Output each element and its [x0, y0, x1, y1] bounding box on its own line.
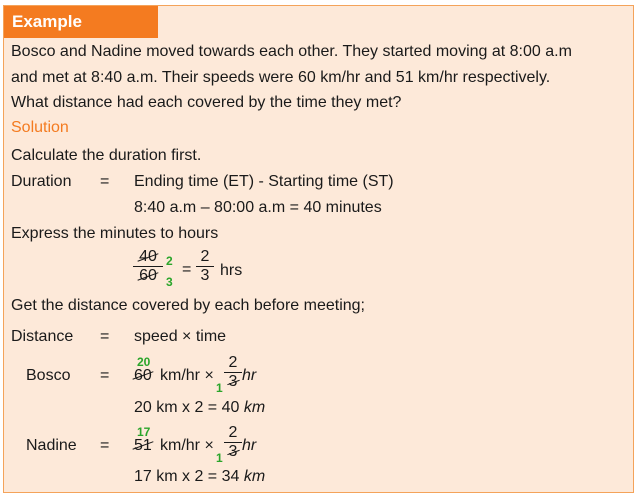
bosco-speed: 60 — [134, 367, 152, 384]
problem-line-3: What distance had each covered by the time they met? — [11, 94, 402, 111]
equals-sign: = — [100, 367, 110, 384]
fraction-equals: = — [182, 261, 192, 278]
bosco-time-den-reduced: 1 — [216, 381, 223, 395]
fraction-hours-numerator: 2 — [196, 248, 214, 267]
nadine-time-unit: hr — [242, 437, 257, 454]
nadine-label: Nadine — [26, 437, 77, 454]
fraction-minutes — [133, 248, 163, 285]
equals-sign: = — [100, 437, 110, 454]
nadine-speed: 51 — [134, 437, 152, 454]
fraction-hours-denominator: 3 — [200, 267, 210, 284]
fraction-hours — [196, 248, 214, 285]
nadine-time-numerator: 2 — [224, 424, 242, 443]
bosco-time-fraction — [224, 354, 242, 391]
nadine-time-den-reduced: 1 — [216, 451, 223, 465]
nadine-speed-reduced: 17 — [137, 425, 151, 439]
nadine-time-denominator: 3 — [228, 443, 238, 460]
bosco-time-unit: hr — [242, 367, 257, 384]
problem-line-1: Bosco and Nadine moved towards each other. They started moving at 8:00 a.m — [11, 43, 572, 60]
duration-label: Duration — [11, 173, 72, 190]
reduced-denominator: 3 — [166, 275, 173, 289]
distance-label: Distance — [11, 328, 74, 345]
example-box — [3, 5, 634, 493]
step-convert-text: Express the minutes to hours — [11, 225, 219, 242]
duration-calculation: 8:40 a.m – 80:00 a.m = 40 minutes — [134, 199, 382, 216]
solution-label: Solution — [11, 119, 69, 136]
step-distance-text: Get the distance covered by each before meeting; — [11, 297, 365, 314]
fraction-minutes-numerator: 40 — [139, 248, 157, 265]
bosco-speed-reduced: 20 — [137, 355, 151, 369]
equals-sign: = — [100, 173, 110, 190]
bosco-time-denominator: 3 — [228, 373, 238, 390]
problem-line-2: and met at 8:40 a.m. Their speeds were 60 km/hr and 51 km/hr respectively. — [11, 69, 551, 86]
duration-formula: Ending time (ET) - Starting time (ST) — [134, 173, 394, 190]
step-duration-text: Calculate the duration first. — [11, 147, 202, 164]
fraction-minutes-denominator: 60 — [139, 267, 157, 284]
hrs-label: hrs — [220, 262, 243, 279]
nadine-time-fraction — [224, 424, 242, 461]
nadine-result: 17 km x 2 = 34 km — [134, 468, 266, 485]
distance-formula: speed × time — [134, 328, 227, 345]
example-header: Example — [4, 6, 158, 38]
equals-sign: = — [100, 328, 110, 345]
reduced-numerator: 2 — [166, 254, 173, 268]
bosco-unit: km/hr × — [160, 367, 214, 384]
bosco-time-numerator: 2 — [224, 354, 242, 373]
bosco-result: 20 km x 2 = 40 km — [134, 399, 266, 416]
bosco-label: Bosco — [26, 367, 71, 384]
nadine-unit: km/hr × — [160, 437, 214, 454]
